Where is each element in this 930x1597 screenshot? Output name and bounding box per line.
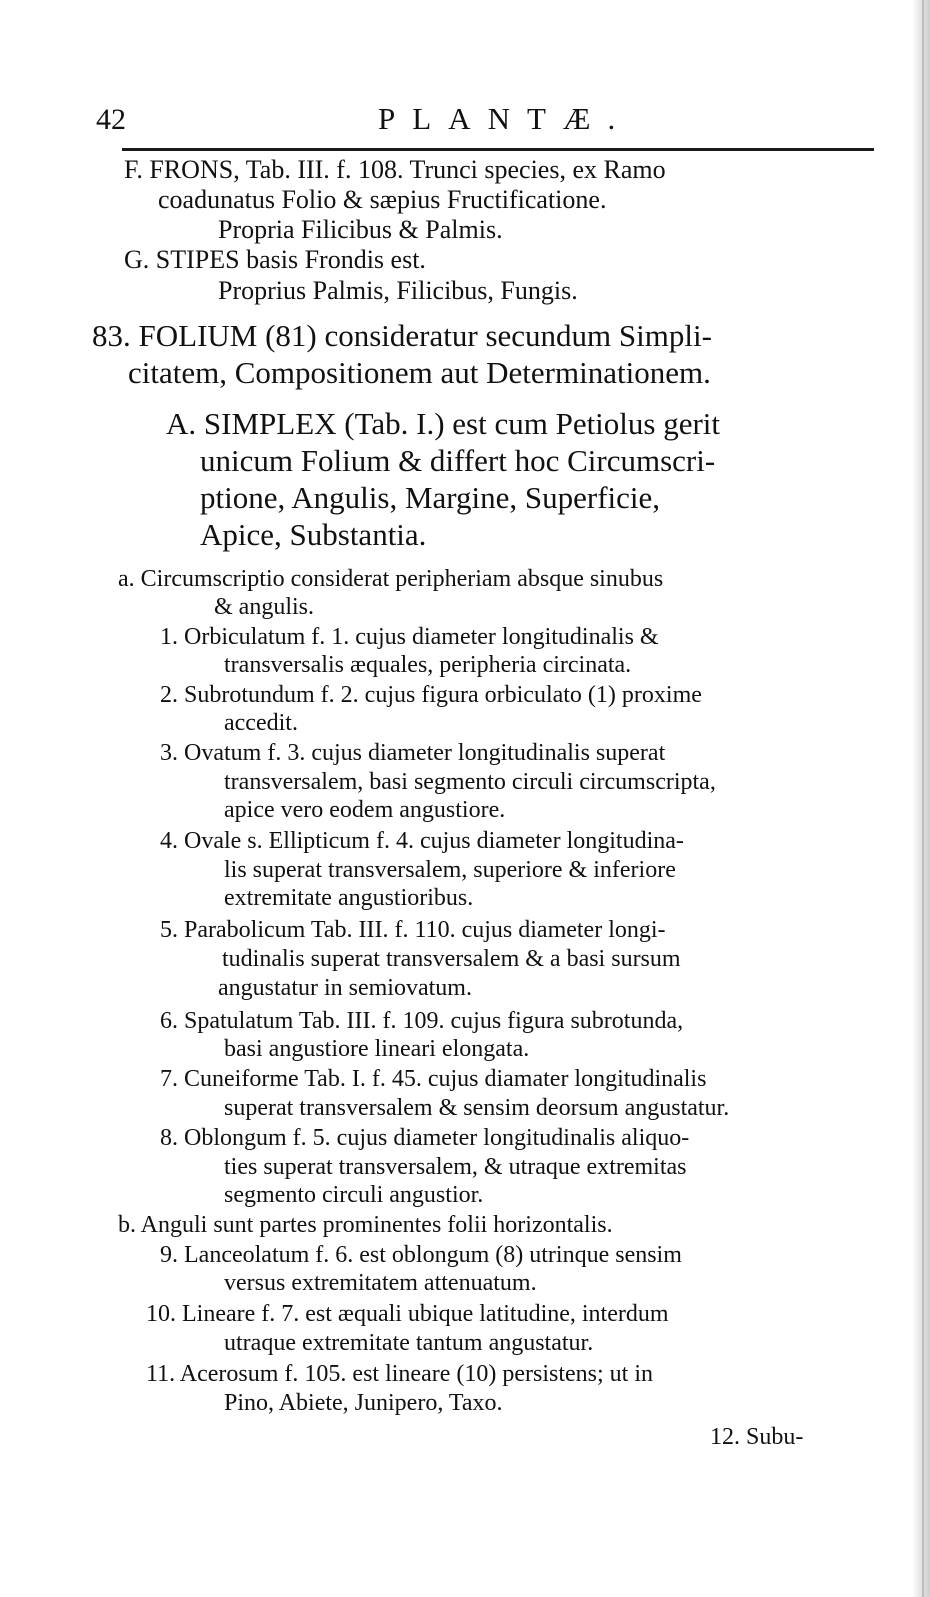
text-line: citatem, Compositionem aut Determinationem. [128, 355, 711, 390]
text-line: 83. FOLIUM (81) consideratur secundum Simpli- [92, 318, 712, 353]
text-line: versus extremitatem attenuatum. [224, 1270, 537, 1296]
text-line: 11. Acerosum f. 105. est lineare (10) persistens; ut in [146, 1361, 653, 1387]
text-line: coadunatus Folio & sæpius Fructificatione. [158, 185, 607, 214]
text-line: F. FRONS, Tab. III. f. 108. Trunci species, ex Ramo [124, 155, 666, 184]
header-rule [122, 148, 874, 151]
text-line: superat transversalem & sensim deorsum angustatur. [224, 1095, 730, 1121]
text-line: 1. Orbiculatum f. 1. cujus diameter longitudinalis & [160, 624, 659, 650]
text-line: a. Circumscriptio considerat peripheriam absque sinubus [118, 566, 664, 592]
catchword: 12. Subu- [710, 1424, 804, 1450]
text-line: A. SIMPLEX (Tab. I.) est cum Petiolus gerit [166, 406, 721, 441]
text-line: transversalis æquales, peripheria circinata. [224, 652, 632, 678]
text-line: unicum Folium & differt hoc Circumscri- [200, 443, 716, 478]
running-title: PLANTÆ. [378, 101, 633, 136]
page-number: 42 [96, 103, 126, 136]
text-line: Apice, Substantia. [200, 517, 427, 552]
text-line: tudinalis superat transversalem & a basi sursum [222, 946, 681, 972]
text-line: 9. Lanceolatum f. 6. est oblongum (8) utrinque sensim [160, 1242, 682, 1268]
text-line: extremitate angustioribus. [224, 885, 474, 911]
text-line: transversalem, basi segmento circuli circumscripta, [224, 769, 716, 795]
text-line: accedit. [224, 710, 298, 736]
text-line: 6. Spatulatum Tab. III. f. 109. cujus figura subrotunda, [160, 1008, 684, 1034]
text-line: Proprius Palmis, Filicibus, Fungis. [218, 276, 578, 305]
text-line: Propria Filicibus & Palmis. [218, 215, 503, 244]
text-line: 5. Parabolicum Tab. III. f. 110. cujus diameter longi- [160, 917, 666, 943]
text-line: & angulis. [214, 594, 314, 620]
text-line: 8. Oblongum f. 5. cujus diameter longitudinalis aliquo- [160, 1125, 690, 1151]
text-line: 7. Cuneiforme Tab. I. f. 45. cujus diamater longitudinalis [160, 1066, 707, 1092]
text-line: G. STIPES basis Frondis est. [124, 245, 426, 274]
text-line: 3. Ovatum f. 3. cujus diameter longitudinalis superat [160, 740, 666, 766]
text-line: b. Anguli sunt partes prominentes folii horizontalis. [118, 1212, 613, 1238]
text-line: apice vero eodem angustiore. [224, 797, 506, 823]
text-line: 10. Lineare f. 7. est æquali ubique latitudine, interdum [146, 1301, 669, 1327]
text-line: angustatur in semiovatum. [218, 975, 472, 1001]
text-line: basi angustiore lineari elongata. [224, 1036, 530, 1062]
text-line: Pino, Abiete, Junipero, Taxo. [224, 1390, 503, 1416]
page-edge [912, 0, 930, 1597]
text-line: 4. Ovale s. Ellipticum f. 4. cujus diameter longitudina- [160, 828, 684, 854]
page-edge-line [922, 0, 924, 1597]
text-line: ptione, Angulis, Margine, Superficie, [200, 480, 661, 515]
text-line: 2. Subrotundum f. 2. cujus figura orbiculato (1) proxime [160, 682, 702, 708]
text-line: utraque extremitate tantum angustatur. [224, 1330, 594, 1356]
text-line: segmento circuli angustior. [224, 1182, 484, 1208]
text-line: lis superat transversalem, superiore & inferiore [224, 857, 676, 883]
text-line: ties superat transversalem, & utraque extremitas [224, 1154, 687, 1180]
